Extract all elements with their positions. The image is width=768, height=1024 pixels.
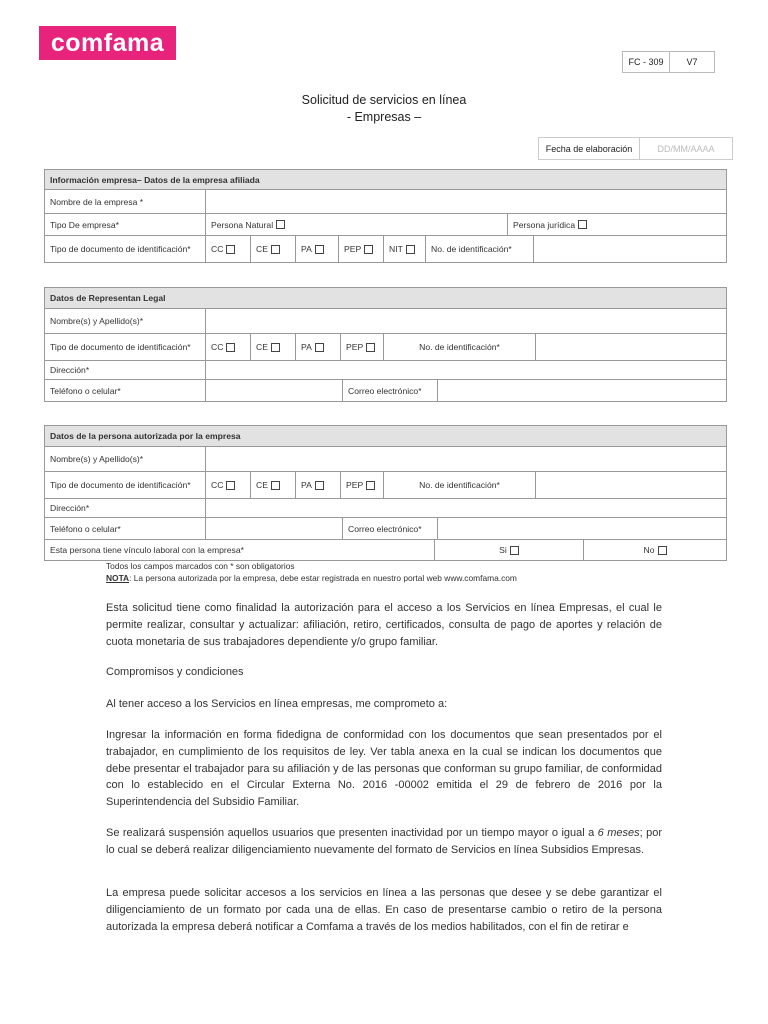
aut-doc-pep-label: PEP bbox=[346, 480, 364, 490]
doc-pa[interactable] bbox=[296, 236, 339, 262]
rep-correo-field[interactable] bbox=[438, 380, 726, 401]
compromiso-2-emphasis: 6 meses bbox=[597, 827, 640, 839]
aut-doc-pep[interactable] bbox=[341, 472, 384, 498]
page-subtitle: - Empresas – bbox=[346, 110, 422, 124]
nota-text: : La persona autorizada por la empresa, debe estar registrada en nuestro portal web www.comfama.com bbox=[129, 573, 517, 583]
rep-doc-cc[interactable] bbox=[206, 334, 251, 360]
aut-telefono-label: Teléfono o celular* bbox=[45, 518, 206, 539]
rep-id-label: No. de identificación* bbox=[384, 334, 536, 360]
rep-direccion-field[interactable] bbox=[206, 361, 726, 379]
aut-doc-ce-label: CE bbox=[256, 480, 268, 490]
aut-doc-ce-checkbox[interactable] bbox=[271, 481, 280, 490]
aut-direccion-label: Dirección* bbox=[45, 499, 206, 517]
doc-cc-checkbox[interactable] bbox=[226, 245, 235, 254]
persona-natural-label: Persona Natural bbox=[211, 219, 274, 230]
aut-doc-cc[interactable] bbox=[206, 472, 251, 498]
doc-ce-label: CE bbox=[256, 244, 268, 254]
page-title: Solicitud de servicios en línea bbox=[301, 93, 467, 107]
rep-nombre-field[interactable] bbox=[206, 309, 726, 333]
aut-telefono-field[interactable] bbox=[206, 518, 343, 539]
persona-natural-checkbox[interactable] bbox=[276, 220, 285, 229]
form-notes bbox=[106, 560, 517, 584]
aut-doc-pep-checkbox[interactable] bbox=[366, 481, 375, 490]
rep-doc-pa[interactable] bbox=[296, 334, 341, 360]
fecha-input[interactable] bbox=[640, 138, 732, 159]
aut-doc-pa-label: PA bbox=[301, 480, 312, 490]
id-field[interactable] bbox=[534, 236, 726, 262]
doc-ce[interactable] bbox=[251, 236, 296, 262]
tipo-doc-label: Tipo de documento de identificación* bbox=[45, 236, 206, 262]
doc-pa-label: PA bbox=[301, 244, 312, 254]
form-version: V7 bbox=[686, 57, 698, 67]
rep-doc-ce[interactable] bbox=[251, 334, 296, 360]
vinculo-no-checkbox[interactable] bbox=[658, 546, 667, 555]
rep-nombre-label: Nombre(s) y Apellido(s)* bbox=[45, 309, 206, 333]
doc-nit-label: NIT bbox=[389, 244, 403, 254]
rep-correo-label: Correo electrónico* bbox=[343, 380, 438, 401]
comfama-logo: comfama bbox=[39, 26, 176, 60]
rep-doc-pa-label: PA bbox=[301, 342, 312, 352]
aut-id-label: No. de identificación* bbox=[384, 472, 536, 498]
fecha-elaboracion bbox=[538, 137, 733, 160]
persona-juridica-label: Persona jurídica bbox=[513, 219, 576, 230]
aut-doc-pa[interactable] bbox=[296, 472, 341, 498]
aut-doc-cc-checkbox[interactable] bbox=[226, 481, 235, 490]
intro-paragraph: Esta solicitud tiene como finalidad la autorización para el acceso a los Servicios en línea Empresas, el cual le permite realizar, consultar y actualizar: afiliación, retiro, certificados, consulta de pago de aportes y relación de cuota monetaria de sus trabajadores dependiente y/o grupo familiar. bbox=[106, 602, 662, 648]
vinculo-si-option[interactable] bbox=[435, 540, 584, 560]
vinculo-si-label: Si bbox=[499, 545, 507, 555]
doc-cc-label: CC bbox=[211, 244, 224, 254]
aut-correo-label: Correo electrónico* bbox=[343, 518, 438, 539]
rep-doc-cc-label: CC bbox=[211, 342, 224, 352]
empresa-table bbox=[44, 169, 727, 263]
compromiso-1: Ingresar la información en forma fidedigna de conformidad con los documentos que sean presentados por el trabajador, en cumplimiento de los requisitos de ley. Ver tabla anexa en la cual se indican los documentos que debe presentar el trabajador para su afiliación y de las personas que conforman su grupo familiar, de conformidad con lo establecido en el Circular Externa No. 2016 -00002 emitida el 29 de febrero de 2016 por la Superintendencia del Subsidio Familiar. bbox=[106, 729, 662, 809]
rep-doc-pep[interactable] bbox=[341, 334, 384, 360]
doc-pep-checkbox[interactable] bbox=[364, 245, 373, 254]
rep-doc-pa-checkbox[interactable] bbox=[315, 343, 324, 352]
rep-tipo-doc-label: Tipo de documento de identificación* bbox=[45, 334, 206, 360]
persona-natural-option[interactable] bbox=[206, 214, 508, 235]
vinculo-no-label: No bbox=[643, 545, 655, 555]
compromiso-2-text-b: ; por lo cual se deberá realizar diligenciamiento nuevamente del formato de Servicios en línea Subsidios Empresas. bbox=[106, 827, 662, 856]
compromiso-intro: Al tener acceso a los Servicios en línea empresas, me comprometo a: bbox=[106, 698, 448, 710]
doc-cc[interactable] bbox=[206, 236, 251, 262]
rep-doc-pep-checkbox[interactable] bbox=[366, 343, 375, 352]
rep-telefono-field[interactable] bbox=[206, 380, 343, 401]
persona-juridica-option[interactable] bbox=[508, 214, 726, 235]
doc-ce-checkbox[interactable] bbox=[271, 245, 280, 254]
doc-nit-checkbox[interactable] bbox=[406, 245, 415, 254]
aut-tipo-doc-label: Tipo de documento de identificación* bbox=[45, 472, 206, 498]
empresa-section-title: Información empresa– Datos de la empresa afiliada bbox=[45, 170, 726, 189]
rep-doc-ce-label: CE bbox=[256, 342, 268, 352]
autorizada-table bbox=[44, 425, 727, 561]
obligatorios-note: Todos los campos marcados con * son obligatorios bbox=[106, 561, 295, 571]
rep-id-field[interactable] bbox=[536, 334, 726, 360]
aut-doc-pa-checkbox[interactable] bbox=[315, 481, 324, 490]
compromisos-heading: Compromisos y condiciones bbox=[106, 666, 244, 678]
compromiso-3: La empresa puede solicitar accesos a los servicios en línea a las personas que desee y se debe garantizar el diligenciamiento de un formato por cada una de ellas. En caso de presentarse cambio o retiro de la persona autorizada la empresa deberá notificar a Comfama a través de los medios habilitados, con el fin de retirar e bbox=[106, 887, 662, 933]
rep-doc-ce-checkbox[interactable] bbox=[271, 343, 280, 352]
form-code: FC - 309 bbox=[623, 52, 670, 72]
autorizada-section-title: Datos de la persona autorizada por la empresa bbox=[45, 426, 726, 446]
doc-pep-label: PEP bbox=[344, 244, 362, 254]
doc-pa-checkbox[interactable] bbox=[315, 245, 324, 254]
nombre-empresa-field[interactable] bbox=[206, 190, 726, 213]
form-code-box bbox=[622, 51, 715, 73]
vinculo-si-checkbox[interactable] bbox=[510, 546, 519, 555]
aut-nombre-label: Nombre(s) y Apellido(s)* bbox=[45, 447, 206, 471]
id-label: No. de identificación* bbox=[426, 236, 534, 262]
representante-table bbox=[44, 287, 727, 402]
rep-doc-cc-checkbox[interactable] bbox=[226, 343, 235, 352]
aut-vinculo-label: Esta persona tiene vínculo laboral con la empresa* bbox=[45, 540, 435, 560]
doc-nit[interactable] bbox=[384, 236, 426, 262]
aut-id-field[interactable] bbox=[536, 472, 726, 498]
nota-label: NOTA bbox=[106, 573, 130, 583]
rep-telefono-label: Teléfono o celular* bbox=[45, 380, 206, 401]
compromiso-2-text-a: Se realizará suspensión aquellos usuarios que presenten inactividad por un tiempo mayor o igual a bbox=[106, 827, 598, 839]
aut-correo-field[interactable] bbox=[438, 518, 726, 539]
nombre-empresa-label: Nombre de la empresa * bbox=[45, 190, 206, 213]
compromiso-2 bbox=[106, 825, 662, 859]
aut-doc-ce[interactable] bbox=[251, 472, 296, 498]
persona-juridica-checkbox[interactable] bbox=[578, 220, 587, 229]
nota bbox=[106, 572, 517, 584]
doc-pep[interactable] bbox=[339, 236, 384, 262]
tipo-empresa-label: Tipo De empresa* bbox=[45, 214, 206, 235]
representante-section-title: Datos de Representan Legal bbox=[45, 288, 726, 308]
vinculo-no-option[interactable] bbox=[584, 540, 726, 560]
rep-doc-pep-label: PEP bbox=[346, 342, 364, 352]
rep-direccion-label: Dirección* bbox=[45, 361, 206, 379]
fecha-label: Fecha de elaboración bbox=[539, 138, 640, 159]
aut-nombre-field[interactable] bbox=[206, 447, 726, 471]
aut-doc-cc-label: CC bbox=[211, 480, 224, 490]
aut-direccion-field[interactable] bbox=[206, 499, 726, 517]
